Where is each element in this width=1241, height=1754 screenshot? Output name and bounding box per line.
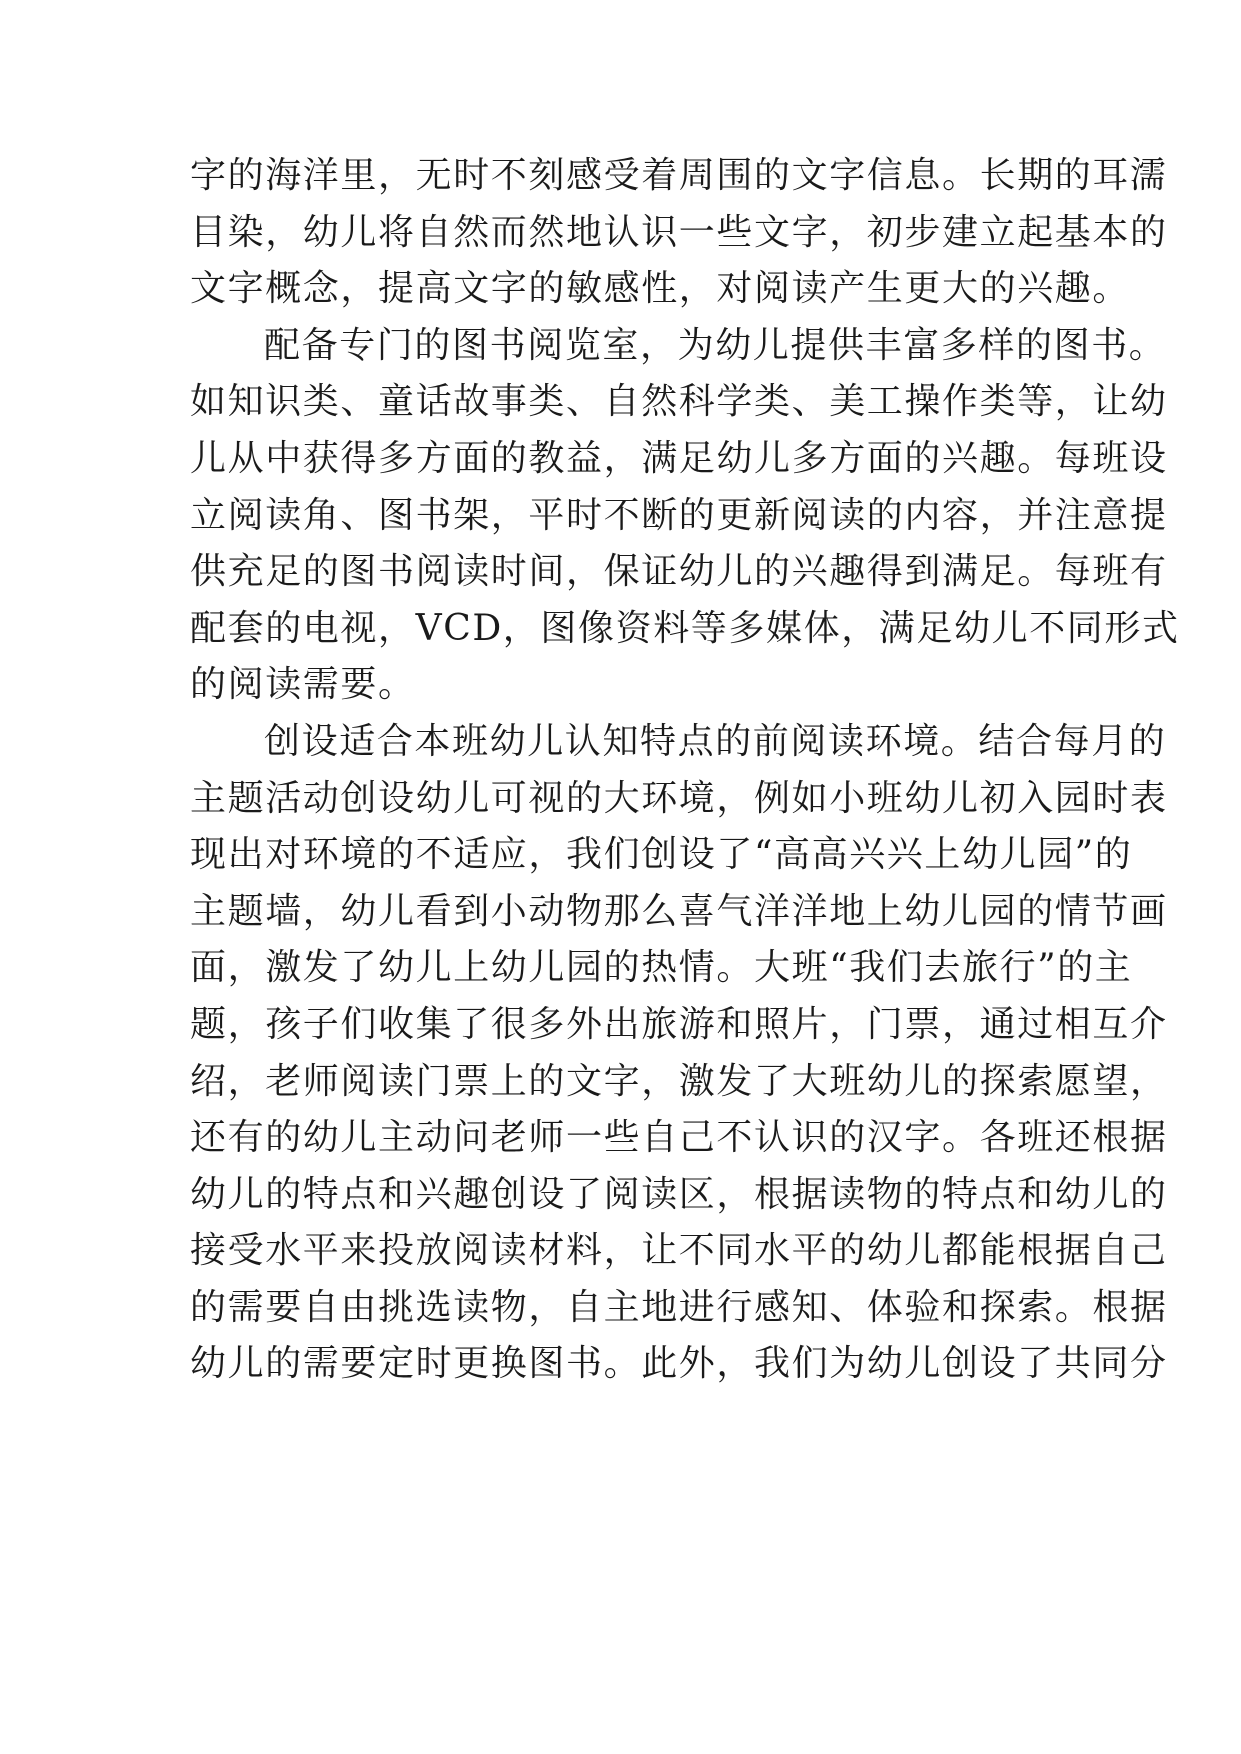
text-line: 主题墙，幼儿看到小动物那么喜气洋洋地上幼儿园的情节画 (190, 890, 1168, 932)
text-line: 绍，老师阅读门票上的文字，激发了大班幼儿的探索愿望， (190, 1060, 1168, 1102)
text-line: 的需要自由挑选读物，自主地进行感知、体验和探索。根据 (190, 1286, 1168, 1328)
text-line: 接受水平来投放阅读材料，让不同水平的幼儿都能根据自己 (190, 1230, 1168, 1272)
text-line: 儿从中获得多方面的教益，满足幼儿多方面的兴趣。每班设 (190, 437, 1168, 479)
text-line: 幼儿的需要定时更换图书。此外，我们为幼儿创设了共同分 (190, 1343, 1168, 1385)
text-line: 的阅读需要。 (190, 664, 416, 706)
paragraph-1 (190, 148, 1168, 318)
text-line: 现出对环境的不适应，我们创设了“高高兴兴上幼儿园”的 (190, 834, 1133, 876)
paragraph-2 (190, 318, 1180, 714)
text-line: 创设适合本班幼儿认知特点的前阅读环境。结合每月的 (264, 720, 1167, 762)
text-line: 题，孩子们收集了很多外出旅游和照片，门票，通过相互介 (190, 1003, 1168, 1045)
document-body (190, 148, 1180, 1393)
text-line: 还有的幼儿主动问老师一些自己不认识的汉字。各班还根据 (190, 1117, 1168, 1159)
text-line: 幼儿的特点和兴趣创设了阅读区，根据读物的特点和幼儿的 (190, 1173, 1168, 1215)
text-line: 目染，幼儿将自然而然地认识一些文字，初步建立起基本的 (190, 211, 1168, 253)
text-line: 配备专门的图书阅览室，为幼儿提供丰富多样的图书。 (264, 324, 1167, 366)
text-line: 字的海洋里，无时不刻感受着周围的文字信息。长期的耳濡 (190, 155, 1168, 196)
paragraph-3 (190, 714, 1168, 1393)
text-line: 供充足的图书阅读时间，保证幼儿的兴趣得到满足。每班有 (190, 551, 1168, 593)
text-line: 文字概念，提高文字的敏感性，对阅读产生更大的兴趣。 (190, 268, 1131, 310)
text-line: 如知识类、童话故事类、自然科学类、美工操作类等，让幼 (190, 381, 1168, 423)
text-line: 主题活动创设幼儿可视的大环境，例如小班幼儿初入园时表 (190, 777, 1168, 819)
text-line: 配套的电视，VCD，图像资料等多媒体，满足幼儿不同形式 (190, 607, 1180, 649)
text-line: 立阅读角、图书架，平时不断的更新阅读的内容，并注意提 (190, 494, 1168, 536)
text-line: 面，激发了幼儿上幼儿园的热情。大班“我们去旅行”的主 (190, 947, 1133, 989)
